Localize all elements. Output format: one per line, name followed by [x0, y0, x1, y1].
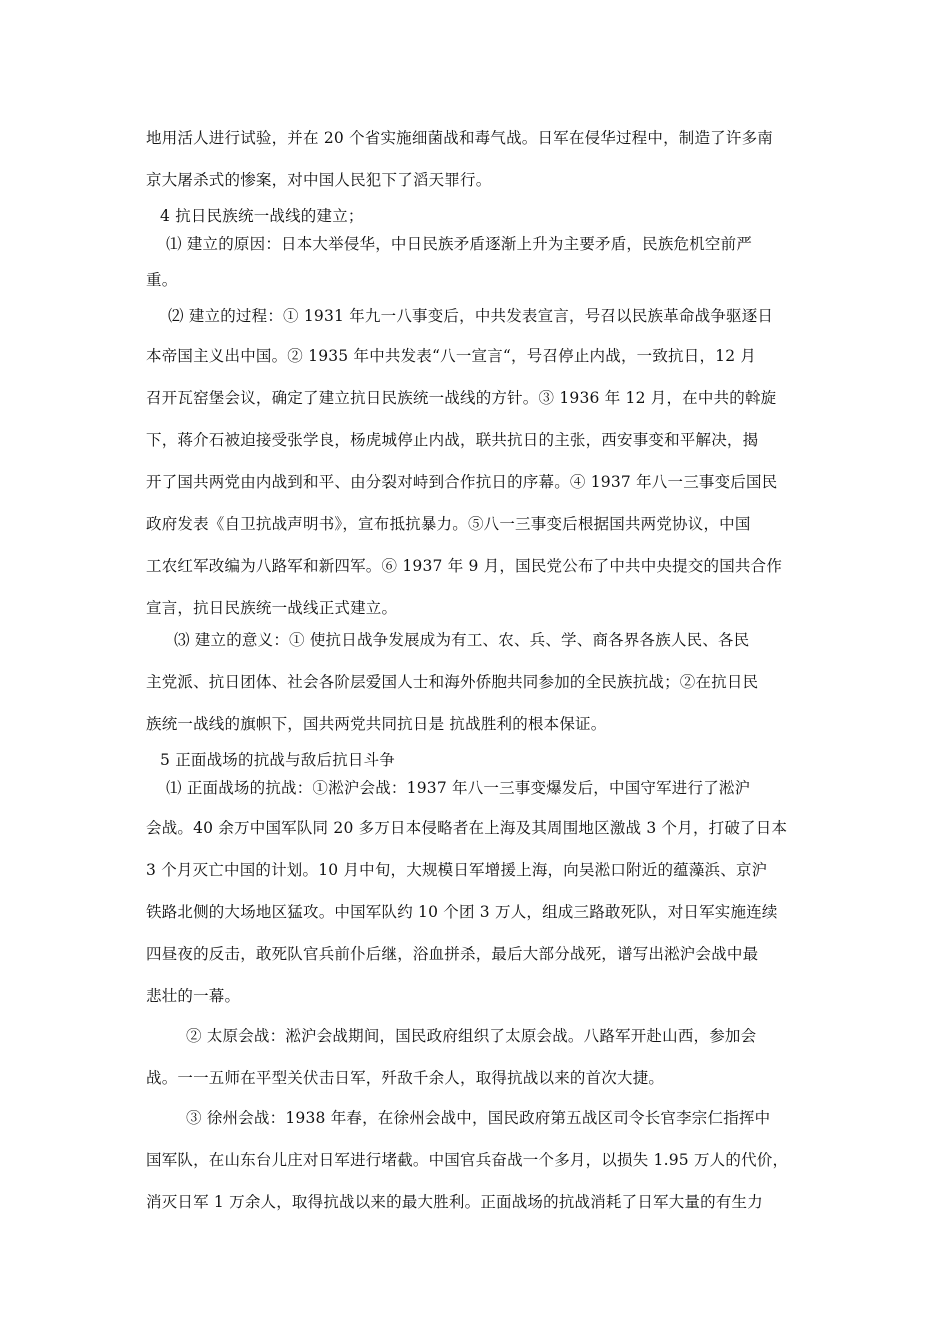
- text-line: 3 个月灭亡中国的计划。10 月中旬，大规模日军增援上海，向吴淞口附近的蕴藻浜、京沪: [146, 861, 768, 879]
- text-line: 召开瓦窑堡会议，确定了建立抗日民族统一战线的方针。③ 1936 年 12 月，在中共的斡旋: [146, 389, 777, 407]
- text-line: 消灭日军 1 万余人，取得抗战以来的最大胜利。正面战场的抗战消耗了日军大量的有生力: [146, 1193, 763, 1211]
- text-line: 战。一一五师在平型关伏击日军，歼敌千余人，取得抗战以来的首次大捷。: [146, 1069, 665, 1087]
- text-line: 国军队，在山东台儿庄对日军进行堵截。中国官兵奋战一个多月，以损失 1.95 万人的代价，: [146, 1151, 789, 1169]
- section-heading: 5 正面战场的抗战与敌后抗日斗争: [160, 751, 395, 769]
- text-line: ⑵ 建立的过程：① 1931 年九一八事变后，中共发表宣言，号召以民族革命战争驱逐日: [168, 307, 774, 325]
- text-line: ⑴ 正面战场的抗战：①淞沪会战：1937 年八一三事变爆发后，中国守军进行了淞沪: [166, 779, 751, 797]
- text-line: 重。: [146, 271, 178, 289]
- text-line: 悲壮的一幕。: [146, 987, 241, 1005]
- text-line: ② 太原会战：淞沪会战期间，国民政府组织了太原会战。八路军开赴山西，参加会: [186, 1027, 757, 1045]
- text-line: ⑶ 建立的意义：① 使抗日战争发展成为有工、农、兵、学、商各界各族人民、各民: [174, 631, 750, 649]
- text-line: 铁路北侧的大场地区猛攻。中国军队约 10 个团 3 万人，组成三路敢死队，对日军实施连续: [146, 903, 778, 921]
- text-line: 本帝国主义出中国。② 1935 年中共发表“八一宣言“，号召停止内战，一致抗日，12 月: [146, 347, 757, 365]
- text-line: 工农红军改编为八路军和新四军。⑥ 1937 年 9 月，国民党公布了中共中央提交的国共合作: [146, 557, 783, 575]
- text-line: 主党派、抗日团体、社会各阶层爱国人士和海外侨胞共同参加的全民族抗战；②在抗日民: [146, 673, 759, 691]
- text-line: 会战。40 余万中国军队同 20 多万日本侵略者在上海及其周围地区激战 3 个月，打破了日本: [146, 819, 788, 837]
- text-line: ③ 徐州会战：1938 年春，在徐州会战中，国民政府第五战区司令长官李宗仁指挥中: [186, 1109, 771, 1127]
- text-line: 京大屠杀式的惨案，对中国人民犯下了滔天罪行。: [146, 171, 492, 189]
- text-line: 政府发表《自卫抗战声明书》，宣布抵抗暴力。⑤八一三事变后根据国共两党协议，中国: [146, 515, 751, 533]
- text-line: 地用活人进行试验，并在 20 个省实施细菌战和毒气战。日军在侵华过程中，制造了许多南: [146, 129, 773, 147]
- text-line: 族统一战线的旗帜下，国共两党共同抗日是 抗战胜利的根本保证。: [146, 715, 607, 733]
- text-line: ⑴ 建立的原因：日本大举侵华，中日民族矛盾逐渐上升为主要矛盾，民族危机空前严: [166, 235, 753, 253]
- text-line: 宣言，抗日民族统一战线正式建立。: [146, 599, 398, 617]
- text-line: 开了国共两党由内战到和平、由分裂对峙到合作抗日的序幕。④ 1937 年八一三事变后国民: [146, 473, 778, 491]
- text-line: 四昼夜的反击，敢死队官兵前仆后继，浴血拼杀，最后大部分战死，谱写出淞沪会战中最: [146, 945, 759, 963]
- text-line: 下，蒋介石被迫接受张学良，杨虎城停止内战，联共抗日的主张，西安事变和平解决，揭: [146, 431, 759, 449]
- section-heading: 4 抗日民族统一战线的建立；: [160, 207, 364, 225]
